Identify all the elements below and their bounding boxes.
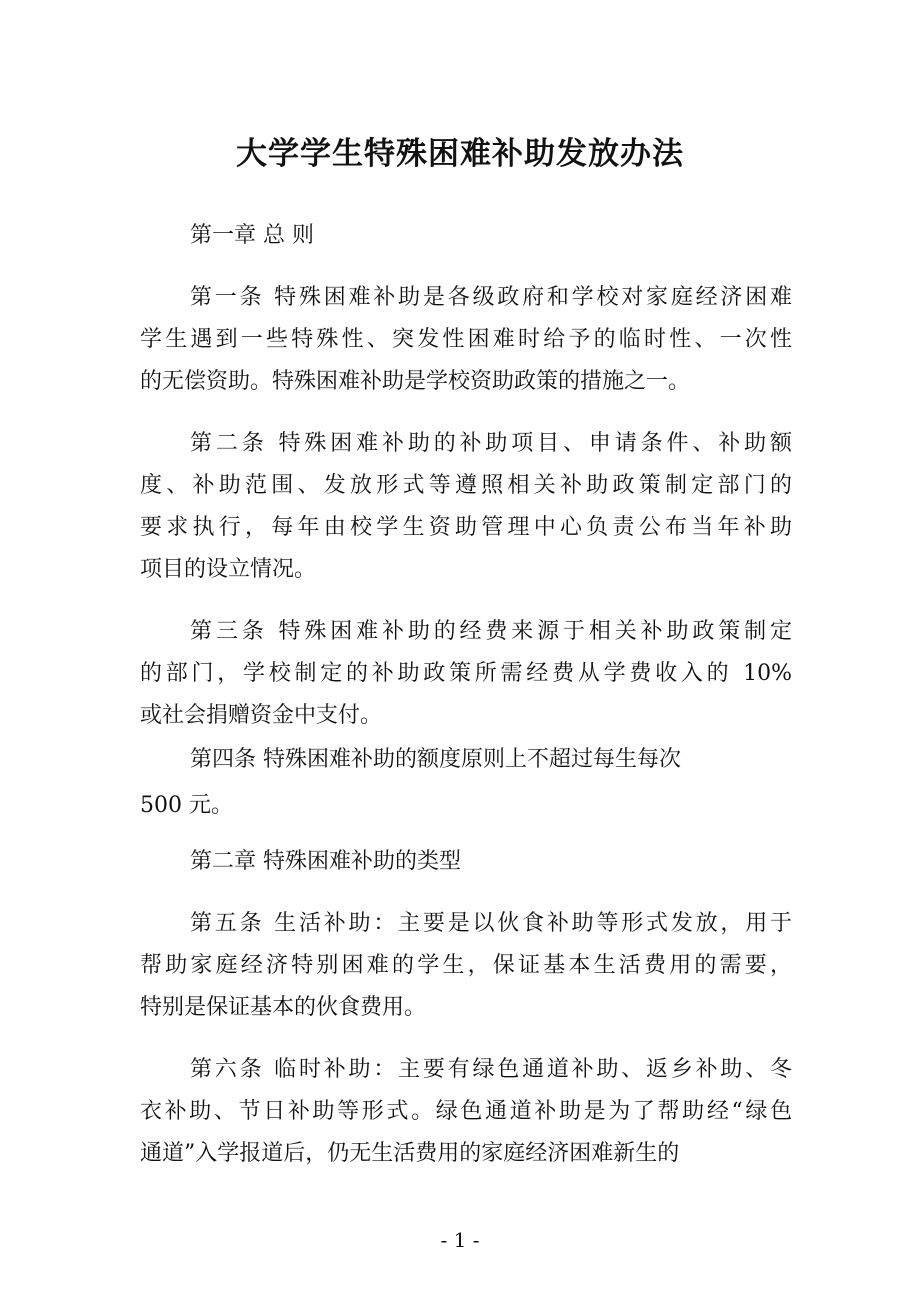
- text-line: 第四条 特殊困难补助的额度原则上不超过每生每次: [190, 747, 681, 772]
- text-line: 学生遇到一些特殊性、突发性困难时给予的临时性、一次性: [140, 327, 792, 352]
- text-line: 衣补助、节日补助等形式。绿色通道补助是为了帮助经“绿色: [140, 1099, 792, 1124]
- text-line: 的部门，学校制定的补助政策所需经费从学费收入的 10%: [140, 661, 792, 686]
- text-line: 的无偿资助。特殊困难补助是学校资助政策的措施之一。: [140, 369, 691, 394]
- text-line: 或社会捐赠资金中支付。: [140, 703, 383, 728]
- text-line: 要求执行，每年由校学生资助管理中心负责公布当年补助: [140, 515, 792, 540]
- text-line: 项目的设立情况。: [140, 557, 317, 582]
- text-line: 通道”入学报道后，仍无生活费用的家庭经济困难新生的: [140, 1141, 680, 1166]
- text-line: 第五条 生活补助：主要是以伙食补助等形式发放，用于: [190, 911, 792, 936]
- text-line: 第三条 特殊困难补助的经费来源于相关补助政策制定: [190, 619, 792, 644]
- text-line: 特别是保证基本的伙食费用。: [140, 995, 427, 1020]
- text-line: 第六条 临时补助：主要有绿色通道补助、返乡补助、冬: [190, 1057, 792, 1082]
- text-line: 第一条 特殊困难补助是各级政府和学校对家庭经济困难: [190, 285, 792, 310]
- text-line: 第二章 特殊困难补助的类型: [190, 849, 461, 874]
- page-number: - 1 -: [440, 1228, 480, 1252]
- document-title: 大学学生特殊困难补助发放办法: [236, 136, 684, 172]
- text-line: 度、补助范围、发放形式等遵照相关补助政策制定部门的: [140, 473, 792, 498]
- text-line: 500 元。: [140, 793, 233, 818]
- text-line: 第一章 总 则: [190, 223, 314, 248]
- text-line: 第二条 特殊困难补助的补助项目、申请条件、补助额: [190, 431, 792, 456]
- text-line: 帮助家庭经济特别困难的学生，保证基本生活费用的需要，: [140, 953, 792, 978]
